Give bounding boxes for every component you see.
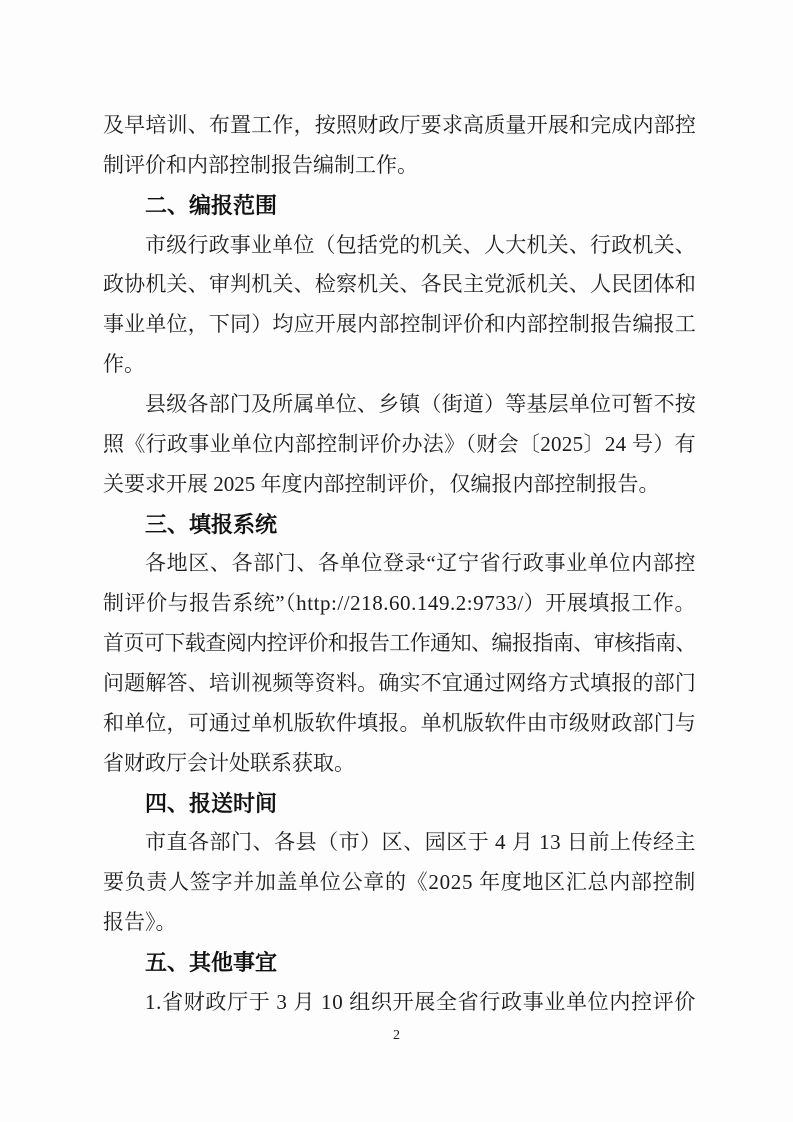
section-heading: 五、其他事宜 (145, 950, 278, 976)
document-body (103, 106, 696, 1023)
text-line: 事业单位，下同）均应开展内部控制评价和内部控制报告编报工 (103, 312, 696, 337)
section-heading: 二、编报范围 (145, 192, 278, 218)
text-line: 及早培训、布置工作，按照财政厅要求高质量开展和完成内部控 (103, 113, 696, 137)
text-line: 市直各部门、各县（市）区、园区于 4 月 13 日前上传经主 (145, 830, 696, 855)
text-line: 政协机关、审判机关、检察机关、各民主党派机关、人民团体和 (103, 272, 696, 297)
text-line: 报告》。 (103, 910, 177, 935)
section-heading: 四、报送时间 (145, 790, 278, 816)
text-line: 市级行政事业单位（包括党的机关、人大机关、行政机关、 (145, 232, 696, 257)
text-line: 省财政厅会计处联系获取。 (103, 750, 355, 775)
text-line: 制评价与报告系统”（http://218.60.149.2:9733/）开展填报工作。 (103, 591, 696, 616)
text-line: 照《行政事业单位内部控制评价办法》（财会〔2025〕24 号）有 (103, 431, 696, 456)
text-line: 关要求开展 2025 年度内部控制评价，仅编报内部控制报告。 (103, 471, 660, 496)
page-number: 2 (393, 1028, 400, 1043)
text-line: 要负责人签字并加盖单位公章的《2025 年度地区汇总内部控制 (103, 870, 696, 895)
text-line: 制评价和内部控制报告编制工作。 (103, 152, 418, 177)
text-line: 首页可下载查阅内控评价和报告工作通知、编报指南、审核指南、 (103, 631, 696, 656)
section-heading: 三、填报系统 (145, 511, 278, 537)
text-line: 问题解答、培训视频等资料。确实不宜通过网络方式填报的部门 (103, 671, 696, 696)
text-line: 作。 (103, 352, 145, 377)
text-line: 县级各部门及所属单位、乡镇（街道）等基层单位可暂不按 (145, 392, 696, 417)
text-line: 和单位，可通过单机版软件填报。单机版软件由市级财政部门与 (103, 710, 696, 735)
text-line: 各地区、各部门、各单位登录“辽宁省行政事业单位内部控 (145, 551, 696, 576)
text-line: 1.省财政厅于 3 月 10 组织开展全省行政事业单位内控评价 (145, 989, 696, 1014)
